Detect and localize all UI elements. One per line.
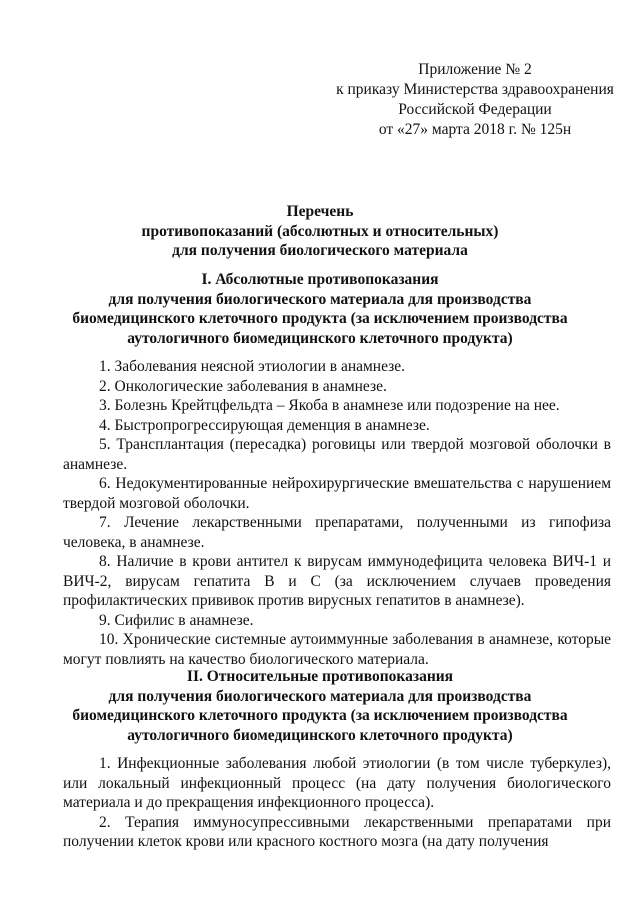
section1-heading [0, 270, 640, 348]
list-item [63, 513, 611, 552]
list-item [63, 416, 611, 436]
item-number: 10. [99, 631, 119, 648]
title-line: Перечень [286, 203, 354, 220]
item-text: Онкологические заболевания в анамнезе. [114, 377, 387, 395]
item-text: Инфекционные заболевания любой этиологии (в том числе туберкулез), или локальный инфекционный процесс (на дату получения биологического материала и до прекращения инфекционного процесса). [63, 755, 611, 811]
section2-heading [0, 667, 640, 745]
section-heading-line: аутологичного биомедицинского клеточного продукта) [127, 726, 513, 744]
appendix-line: Приложение № 2 [418, 61, 532, 78]
list-item [63, 552, 611, 611]
appendix-line: Российской Федерации [398, 101, 552, 118]
list-item [63, 377, 611, 397]
item-number: 2. [99, 813, 111, 831]
item-number: 2. [99, 377, 111, 395]
item-text: Лечение лекарственными препаратами, полученными из гипофиза человека, в анамнезе. [63, 514, 612, 551]
item-number: 6. [99, 475, 111, 492]
list-item [63, 357, 611, 377]
item-text: Недокументированные нейрохирургические вмешательства с нарушением твердой мозговой оболочки. [63, 475, 611, 512]
item-text: Трансплантация (пересадка) роговицы или твердой мозговой оболочки в анамнезе. [63, 436, 611, 473]
list-item [63, 611, 611, 631]
list-item [63, 630, 611, 669]
item-text: Терапия иммуносупрессивными лекарственными препаратами при получении клеток крови или красного костного мозга (на дату получения [63, 813, 611, 850]
item-number: 9. [99, 611, 111, 629]
appendix-line: к приказу Министерства здравоохранения [336, 81, 614, 98]
item-text: Болезнь Крейтцфельдта – Якоба в анамнезе или подозрение на нее. [114, 397, 560, 414]
item-number: 5. [99, 436, 111, 453]
item-number: 1. [99, 755, 111, 772]
section-heading-line: I. Абсолютные противопоказания [201, 271, 439, 288]
item-number: 3. [99, 397, 111, 414]
section1-list [63, 357, 611, 669]
appendix-line: от «27» марта 2018 г. № 125н [378, 121, 572, 138]
item-number: 1. [99, 358, 111, 375]
list-item [63, 813, 611, 852]
item-text: Хронические системные аутоиммунные заболевания в анамнезе, которые могут повлиять на качество биологического материала. [63, 631, 612, 668]
item-text: Наличие в крови антител к вирусам иммунодефицита человека ВИЧ-1 и ВИЧ-2, вирусам гепатита В и С (за исключением случаев проведения профилактических прививок против вирусных гепатитов в анамнезе). [63, 553, 611, 609]
section-heading-line: II. Относительные противопоказания [186, 668, 454, 685]
section-heading-line: биомедицинского клеточного продукта (за исключением производства [72, 310, 568, 327]
list-item [63, 474, 611, 513]
list-item [63, 435, 611, 474]
item-text: Сифилис в анамнезе. [114, 611, 254, 629]
appendix-header [330, 60, 620, 140]
title-line: для получения биологического материала [172, 242, 468, 259]
section2-list [63, 754, 611, 852]
section-heading-line: для получения биологического материала для производства [108, 290, 532, 308]
list-item [63, 396, 611, 416]
title-line: противопоказаний (абсолютных и относительных) [141, 222, 499, 240]
item-number: 7. [99, 514, 111, 531]
list-item [63, 754, 611, 813]
section-heading-line: аутологичного биомедицинского клеточного продукта) [127, 329, 513, 347]
item-number: 4. [99, 416, 111, 434]
item-text: Быстропрогрессирующая деменция в анамнезе. [114, 416, 430, 434]
item-number: 8. [99, 553, 111, 570]
section-heading-line: для получения биологического материала для производства [108, 687, 532, 705]
item-text: Заболевания неясной этиологии в анамнезе. [114, 358, 406, 375]
document-title [0, 202, 640, 261]
section-heading-line: биомедицинского клеточного продукта (за исключением производства [72, 707, 568, 724]
